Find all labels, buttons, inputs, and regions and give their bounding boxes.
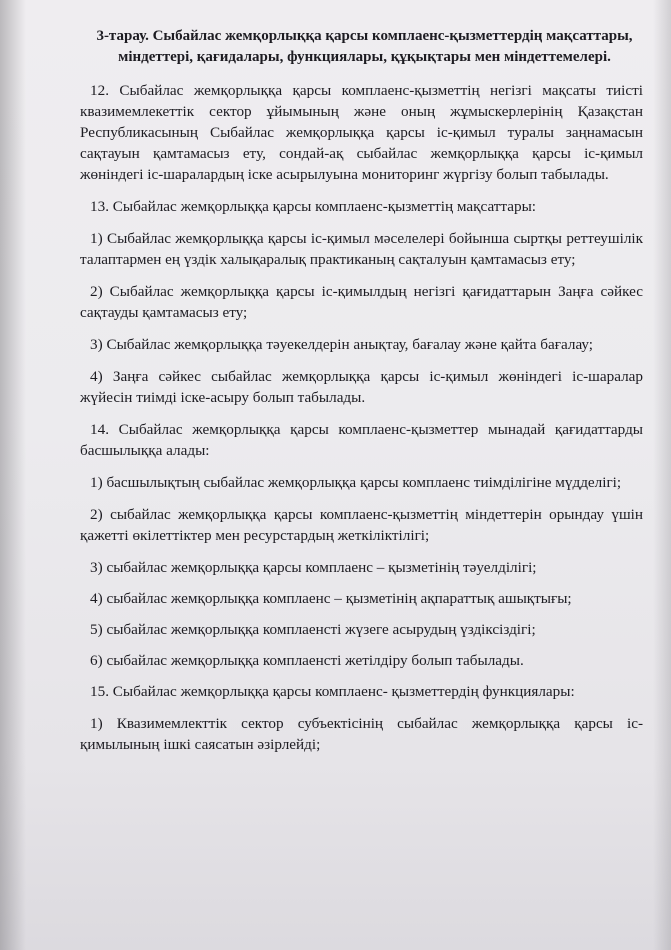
paragraph-15-intro: 15. Сыбайлас жемқорлыққа қарсы комплаенс- қызметтердің функциялары: xyxy=(90,683,575,700)
paragraph-14-item-6: 6) сыбайлас жемқорлыққа комплаенсті жетілдіру болып табылады. xyxy=(90,652,524,669)
paragraph-14-item-1: 1) басшылықтың сыбайлас жемқорлыққа қарсы комплаенс тиімділігіне мүдделігі; xyxy=(90,474,622,491)
paragraph-13-intro: 13. Сыбайлас жемқорлыққа қарсы комплаенс-қызметтің мақсаттары: xyxy=(90,198,537,215)
paragraph-14-intro: 14. Сыбайлас жемқорлыққа қарсы комплаенс-қызметтер мынадай қағидаттарды басшылыққа алады: xyxy=(80,421,643,459)
chapter-heading: 3-тарау. Сыбайлас жемқорлыққа қарсы комплаенс-қызметтердің мақсаттары, міндеттері, қағидалары, функциялары, құқықтары мен міндеттемелері. xyxy=(96,28,633,65)
paragraph-13-item-2: 2) Сыбайлас жемқорлыққа қарсы іс-қимылдың негізгі қағидаттарын Заңға сәйкес сақтауды қамтамасыз ету; xyxy=(80,283,643,321)
paragraph-13-item-1: 1) Сыбайлас жемқорлыққа қарсы іс-қимыл мәселелері бойынша сыртқы реттеушілік талаптармен ең үздік халықаралық практиканың сақталуын қамтамасыз ету; xyxy=(80,230,643,268)
paragraph-14-item-3: 3) сыбайлас жемқорлыққа қарсы комплаенс – қызметінің тәуелділігі; xyxy=(90,559,537,576)
paragraph-14-item-2: 2) сыбайлас жемқорлыққа қарсы комплаенс-қызметтің міндеттерін орындау үшін қажетті өкілеттіктер мен ресурстардың жеткіліктілігі; xyxy=(80,506,643,544)
paragraph-13-item-4: 4) Заңға сәйкес сыбайлас жемқорлыққа қарсы іс-қимыл жөніндегі іс-шаралар жүйесін тиімді іске-асыру болып табылады. xyxy=(80,368,643,406)
paragraph-13-item-3: 3) Сыбайлас жемқорлыққа тәуекелдерін анықтау, бағалау және қайта бағалау; xyxy=(90,336,594,353)
paragraph-14-item-4: 4) сыбайлас жемқорлыққа комплаенс – қызметінің ақпараттық ашықтығы; xyxy=(90,590,572,607)
paragraph-14-item-5: 5) сыбайлас жемқорлыққа комплаенсті жүзеге асырудың үздіксіздігі; xyxy=(90,621,536,638)
paragraph-12: 12. Сыбайлас жемқорлыққа қарсы комплаенс-қызметтің негізгі мақсаты тиісті квазимемлекеттік сектор ұйымының және оның жұмыскерлерінің Қазақстан Республикасының Сыбайлас жемқорлыққа қарсы іс-қимыл туралы заңнамасын сақтауын қамтамасыз ету, сондай-ақ сыбайлас жемқорлыққа қарсы іс-қимыл жөніндегі іс-шаралардың іске асырылуына мониторинг жүргізу болып табылады. xyxy=(80,82,643,183)
paragraph-15-item-1: 1) Квазимемлекттік сектор субъектісінің сыбайлас жемқорлыққа қарсы іс-қимылының ішкі саясатын әзірлейді; xyxy=(80,715,643,753)
